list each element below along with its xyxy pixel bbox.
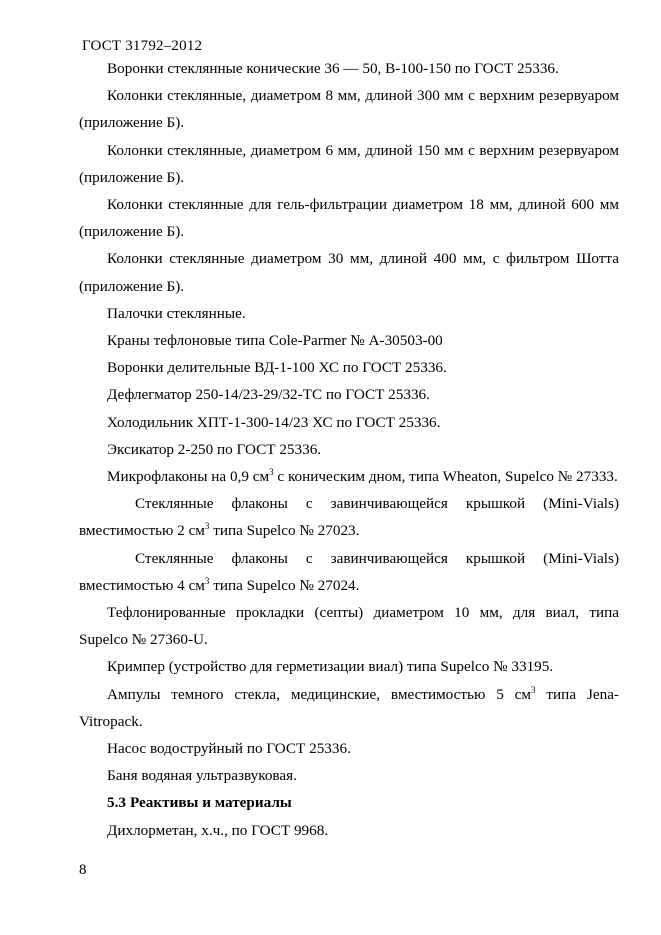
ampoules-text-rest: типа Jena-Vitropack. [79, 685, 619, 730]
section-heading [79, 789, 619, 816]
ampoules-text: Ампулы темного стекла, медицинские, вместимостью 5 см [107, 685, 532, 703]
list-item-ultrasonic-bath: Баня водяная ультразвуковая. [107, 767, 297, 785]
minivials-2-text: вместимостью 2 см [79, 522, 205, 540]
equipment-list [79, 55, 619, 844]
minivials-4-text-rest: типа Supelco № 27024. [209, 576, 360, 594]
section-title: Реактивы и материалы [129, 794, 292, 812]
list-item-columns-gel-filtration: Колонки стеклянные для гель-фильтрации диаметром 18 мм, длиной 600 мм (приложение Б). [79, 196, 619, 241]
list-item-glass-rods: Палочки стеклянные. [107, 304, 246, 322]
microvials-text: Микрофлаконы на 0,9 см [107, 468, 270, 486]
list-item-funnels-conical: Воронки стеклянные конические 36 — 50, В-100-150 по ГОСТ 25336. [107, 60, 559, 77]
section-number: 5.3 [107, 794, 126, 812]
list-item-ampoules [79, 681, 619, 735]
list-item-water-pump: Насос водоструйный по ГОСТ 25336. [107, 740, 351, 758]
list-item-minivials-2 [79, 490, 619, 544]
list-item-separatory-funnels: Воронки делительные ВД-1-100 ХС по ГОСТ 25336. [107, 359, 447, 377]
list-item-teflon-valves: Краны тефлоновые типа Cole-Parmer № А-30503-00 [107, 332, 443, 350]
list-item-crimper: Кримпер (устройство для герметизации виал) типа Supelco № 33195. [107, 658, 554, 676]
reagent-dichloromethane: Дихлорметан, х.ч., по ГОСТ 9968. [107, 821, 329, 839]
list-item-minivials-4 [79, 545, 619, 599]
microvials-text-rest: с коническим дном, типа Wheaton, Supelco № 27333. [273, 468, 618, 486]
minivials-4-text: вместимостью 4 см [79, 576, 205, 594]
minivials-2-line1: Стеклянные флаконы с завинчивающейся крышкой (Mini-Vials) [135, 495, 619, 513]
list-item-columns-30mm: Колонки стеклянные диаметром 30 мм, длиной 400 мм, с фильтром Шотта (приложение Б). [79, 250, 619, 295]
page-number: 8 [79, 862, 87, 878]
list-item-columns-6mm: Колонки стеклянные, диаметром 6 мм, длиной 150 мм с верхним резервуаром (приложение Б). [79, 141, 619, 186]
list-item-desiccator: Эксикатор 2-250 по ГОСТ 25336. [107, 440, 322, 458]
list-item-condenser: Холодильник ХПТ-1-300-14/23 ХС по ГОСТ 25336. [107, 413, 441, 431]
list-item-septa: Тефлонированные прокладки (септы) диаметром 10 мм, для виал, типа Supelco № 27360-U. [79, 604, 619, 649]
list-item-dephlegmator: Дефлегматор 250-14/23-29/32-ТС по ГОСТ 25336. [107, 386, 430, 404]
list-item-columns-8mm: Колонки стеклянные, диаметром 8 мм, длиной 300 мм с верхним резервуаром (приложение Б). [79, 87, 619, 132]
superscript-3: 3 [204, 521, 210, 532]
superscript-3: 3 [531, 684, 536, 695]
superscript-3: 3 [269, 467, 274, 478]
list-item-microvials [79, 463, 619, 490]
minivials-2-text-rest: типа Supelco № 27023. [209, 522, 360, 540]
standard-header: ГОСТ 31792–2012 [82, 38, 203, 54]
minivials-4-line1: Стеклянные флаконы с завинчивающейся крышкой (Mini-Vials) [135, 549, 619, 567]
superscript-3: 3 [204, 575, 210, 586]
